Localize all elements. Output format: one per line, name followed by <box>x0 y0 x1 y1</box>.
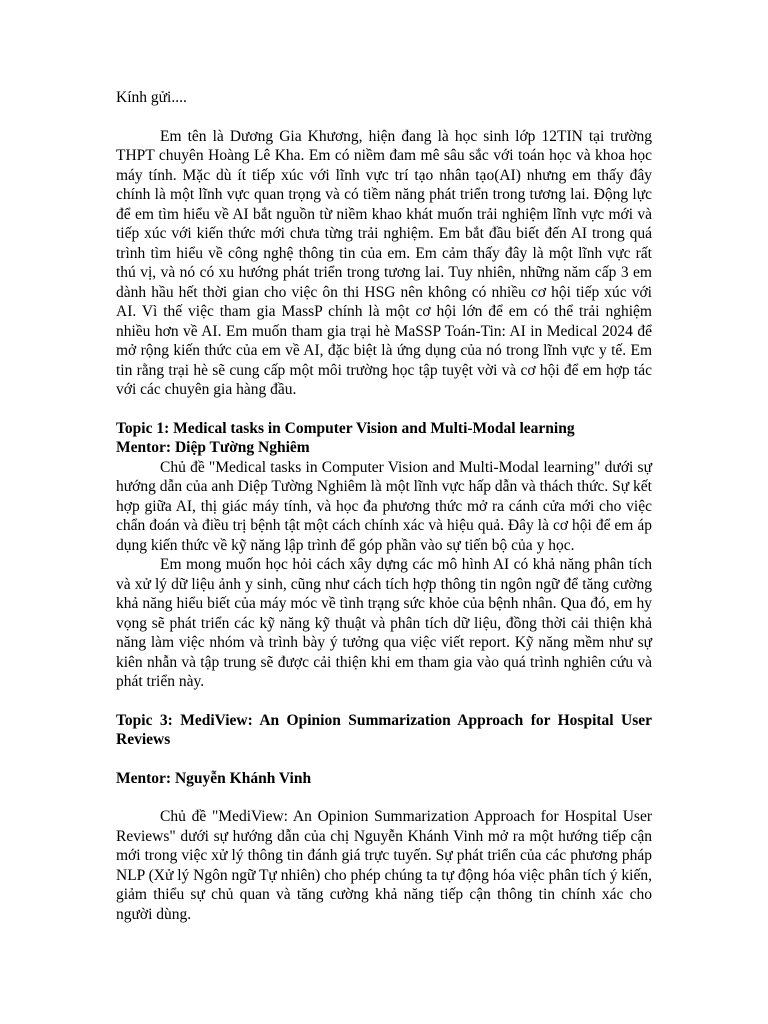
letter-body <box>116 88 652 924</box>
topic3-title: Topic 3: MediView: An Opinion Summarization Approach for Hospital User Reviews <box>116 711 652 748</box>
topic1-title: Topic 1: Medical tasks in Computer Vision and Multi-Modal learning <box>116 419 575 437</box>
intro-paragraph: Em tên là Dương Gia Khương, hiện đang là học sinh lớp 12TIN tại trường THPT chuyên Hoàng Lê Kha. Em có niềm đam mê sâu sắc với toán học và khoa học máy tính. Mặc dù ít tiếp xúc với lĩnh vực trí tạo nhân tạo(AI) nhưng em thấy đây chính là một lĩnh vực quan trọng và có tiềm năng phát triển trong tương lai. Động lực để em tìm hiểu về AI bắt nguồn từ niềm khao khát muốn trải nghiệm lĩnh vực mới và tiếp xúc với kiến thức mới chưa từng trải nghiệm. Em bắt đầu biết đến AI trong quá trình tìm hiểu về công nghệ thông tin của em. Em cảm thấy đây là một lĩnh vực rất thú vị, và nó có xu hướng phát triển trong tương lai. Tuy nhiên, những năm cấp 3 em dành hầu hết thời gian cho việc ôn thi HSG nên không có nhiều cơ hội tiếp xúc với AI. Vì thế việc tham gia MassP chính là một cơ hội lớn để em có thể trải nghiệm nhiều hơn về AI. Em muốn tham gia trại hè MaSSP Toán-Tin: AI in Medical 2024 để mở rộng kiến thức của em về AI, đặc biệt là ứng dụng của nó trong lĩnh vực y tế. Em tin rằng trại hè sẽ cung cấp một môi trường học tập tuyệt vời và cơ hội để em hợp tác với các chuyên gia hàng đầu. <box>116 127 652 398</box>
topic1-mentor: Mentor: Diệp Tường Nghiêm <box>116 439 310 456</box>
topic1-paragraph-2: Em mong muốn học hỏi cách xây dựng các mô hình AI có khả năng phân tích và xử lý dữ liệu ảnh y sinh, cũng như cách tích hợp thông tin ngôn ngữ để tăng cường khả năng hiểu biết của máy móc về tình trạng sức khỏe của bệnh nhân. Qua đó, em hy vọng sẽ phát triển các kỹ năng kỹ thuật và phân tích dữ liệu, đồng thời cải thiện khả năng làm việc nhóm và trình bày ý tưởng qua việc viết report. Kỹ năng mềm như sự kiên nhẫn và tập trung sẽ được cải thiện khi em tham gia vào quá trình nghiên cứu và phát triển này. <box>116 556 652 690</box>
topic3-paragraph-1: Chủ đề "MediView: An Opinion Summarization Approach for Hospital User Reviews" dưới sự hướng dẫn của chị Nguyễn Khánh Vinh mở ra một hướng tiếp cận mới trong việc xử lý thông tin đánh giá trực tuyến. Sự phát triển của các phương pháp NLP (Xử lý Ngôn ngữ Tự nhiên) cho phép chúng ta tự động hóa việc phân tích ý kiến, giảm thiểu sự chủ quan và tăng cường khả năng tiếp cận thông tin chính xác cho người dùng. <box>116 808 652 923</box>
topic1-paragraph-1: Chủ đề "Medical tasks in Computer Vision and Multi-Modal learning" dưới sự hướng dẫn của anh Diệp Tường Nghiêm là một lĩnh vực hấp dẫn và thách thức. Sự kết hợp giữa AI, thị giác máy tính, và học đa phương thức mở ra cánh cửa mới cho việc chẩn đoán và điều trị bệnh tật một cách chính xác và hiệu quả. Đây là cơ hội để em áp dụng kiến thức về kỹ năng lập trình để góp phần vào sự tiến bộ của y học. <box>116 458 652 554</box>
topic3-mentor: Mentor: Nguyễn Khánh Vinh <box>116 769 312 787</box>
greeting: Kính gửi.... <box>116 89 187 106</box>
